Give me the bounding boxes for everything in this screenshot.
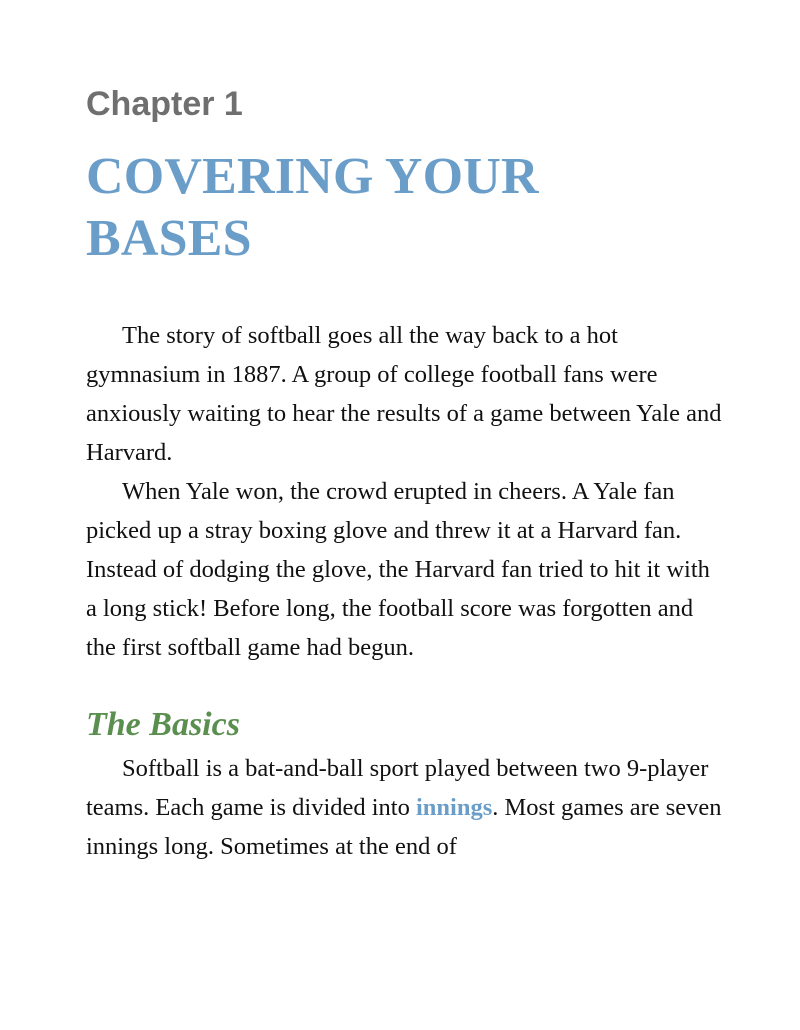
basics-text-after: . Most games are seven innings long. Sometimes at the end of (86, 794, 722, 860)
chapter-title (86, 146, 726, 270)
section-heading-basics: The Basics (86, 706, 240, 743)
glossary-term-innings[interactable]: innings (415, 794, 493, 821)
page-content (86, 84, 726, 866)
chapter-label: Chapter 1 (86, 85, 243, 123)
chapter-title-line-1: COVERING YOUR (86, 148, 539, 205)
intro-paragraph-1: The story of softball goes all the way back to a hot gymnasium in 1887. A group of college football fans were anxiously waiting to hear the results of a game between Yale and Harvard. (86, 322, 722, 466)
chapter-title-line-2: BASES (86, 210, 252, 267)
intro-paragraph-2: When Yale won, the crowd erupted in cheers. A Yale fan picked up a stray boxing glove and threw it at a Harvard fan. Instead of dodging the glove, the Harvard fan tried to hit it with a long stick! Before long, the football score was forgotten and the first softball game had begun. (86, 478, 710, 661)
basics-paragraph (86, 749, 726, 866)
intro-section (86, 316, 726, 667)
basics-text-before: Softball is a bat-and-ball sport played between two 9-player teams. Each game is divided into (86, 755, 709, 821)
